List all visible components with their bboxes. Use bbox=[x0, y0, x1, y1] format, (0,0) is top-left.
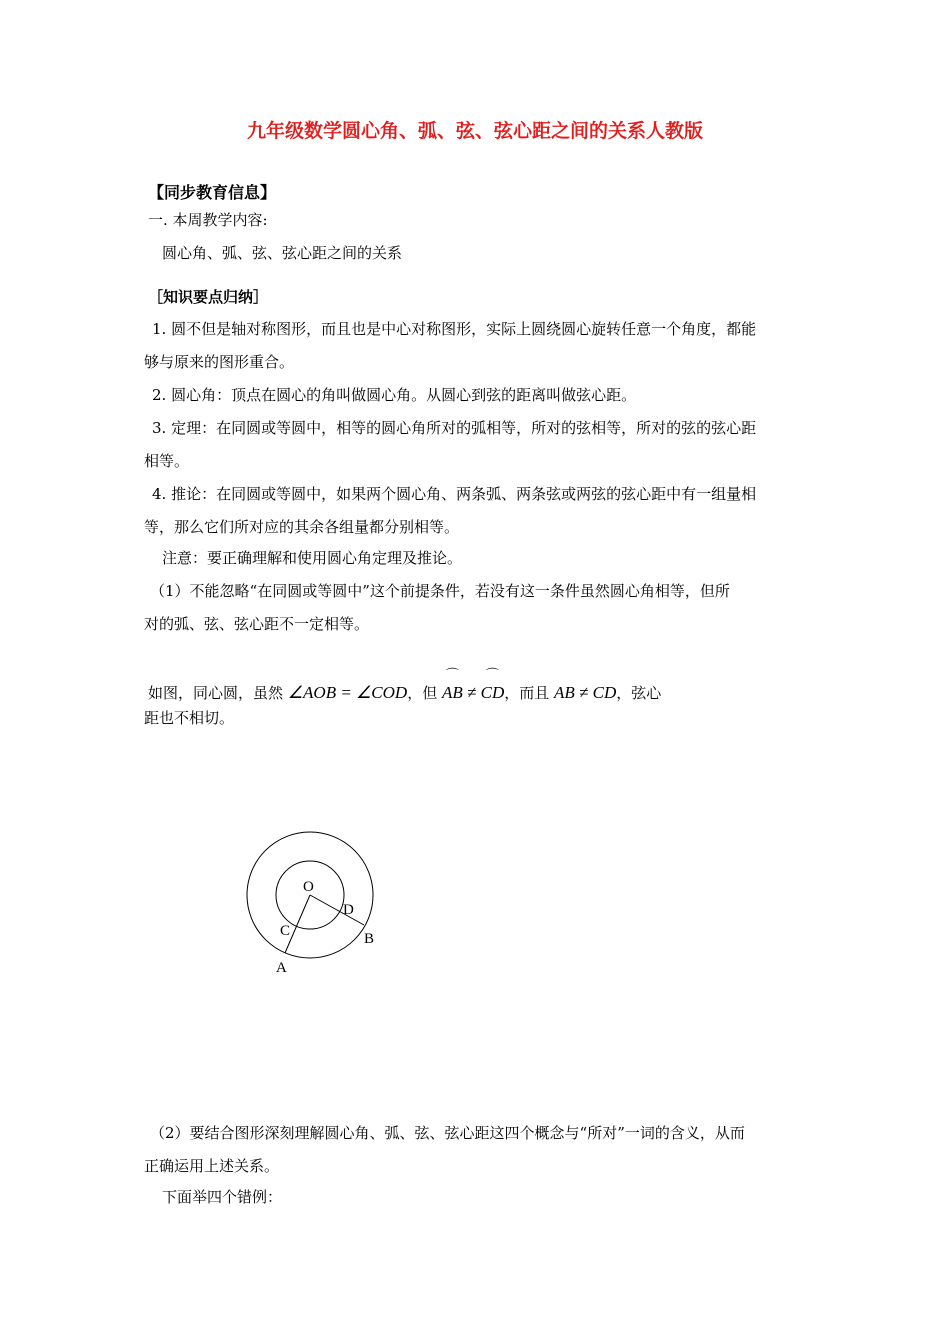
label-d: D bbox=[343, 902, 354, 918]
angle-equation: ∠AOB = ∠COD bbox=[287, 683, 408, 702]
example-line-2: 距也不相切。 bbox=[144, 709, 235, 727]
section-heading: 【同步教育信息】 bbox=[148, 183, 277, 202]
note-1-line-2: 对的弧、弦、弦心距不一定相等。 bbox=[144, 615, 370, 633]
arc-mark-icon: ⌒ bbox=[485, 667, 499, 682]
note: 注意：要正确理解和使用圆心角定理及推论。 bbox=[162, 549, 463, 567]
label-b: B bbox=[364, 931, 375, 947]
radius-ob bbox=[310, 895, 364, 925]
point-1-line-1: 1. 圆不但是轴对称图形，而且也是中心对称图形，实际上圆绕圆心旋转任意一个角度，都能 bbox=[152, 320, 757, 338]
note-2-line-2: 正确运用上述关系。 bbox=[144, 1157, 280, 1175]
closing-text: 下面举四个错例： bbox=[162, 1188, 283, 1206]
label-o: O bbox=[303, 879, 314, 895]
point-3-line-1: 3. 定理：在同圆或等圆中，相等的圆心角所对的弧相等，所对的弦相等，所对的弦的弦心距 bbox=[152, 419, 757, 437]
concentric-circles-figure bbox=[230, 825, 410, 985]
point-2-line-1: 2. 圆心角：顶点在圆心的角叫做圆心角。从圆心到弦的距离叫做弦心距。 bbox=[152, 386, 637, 404]
arc-mark-icon: ⌒ bbox=[445, 667, 459, 682]
point-1-line-2: 够与原来的图形重合。 bbox=[144, 353, 295, 371]
example-text-3: ，而且 bbox=[504, 684, 550, 702]
arc-ab: ⌒ AB bbox=[441, 667, 463, 702]
label-c: C bbox=[280, 923, 291, 939]
note-1-line-1: （1）不能忽略“在同圆或等圆中”这个前提条件，若没有这一条件虽然圆心角相等，但所 bbox=[150, 582, 730, 600]
example-text-1: 如图，同心圆，虽然 bbox=[148, 684, 284, 702]
label-a: A bbox=[276, 960, 287, 976]
point-4-line-2: 等，那么它们所对应的其余各组量都分别相等。 bbox=[144, 518, 460, 536]
document-title: 九年级数学圆心角、弧、弦、弦心距之间的关系人教版 bbox=[246, 120, 703, 142]
content-label: 一. 本周教学内容: bbox=[148, 211, 268, 229]
point-4-line-1: 4. 推论：在同圆或等圆中，如果两个圆心角、两条弧、两条弦或两弦的弦心距中有一组量相 bbox=[152, 485, 757, 503]
example-text-4: ，弦心 bbox=[616, 684, 662, 702]
example-line-1 bbox=[148, 667, 662, 702]
arc-cd: ⌒ CD bbox=[480, 667, 505, 702]
point-3-line-2: 相等。 bbox=[144, 452, 190, 470]
note-2-line-1: （2）要结合图形深刻理解圆心角、弧、弦、弦心距这四个概念与“所对”一词的含义，从而 bbox=[150, 1124, 745, 1142]
chord-inequality: AB ≠ CD bbox=[554, 683, 617, 702]
not-equal-sign: ≠ bbox=[462, 683, 481, 702]
example-text-2: ，但 bbox=[407, 684, 438, 702]
content-topic: 圆心角、弧、弦、弦心距之间的关系 bbox=[162, 244, 403, 262]
knowledge-heading: ［知识要点归纳］ bbox=[148, 288, 269, 306]
